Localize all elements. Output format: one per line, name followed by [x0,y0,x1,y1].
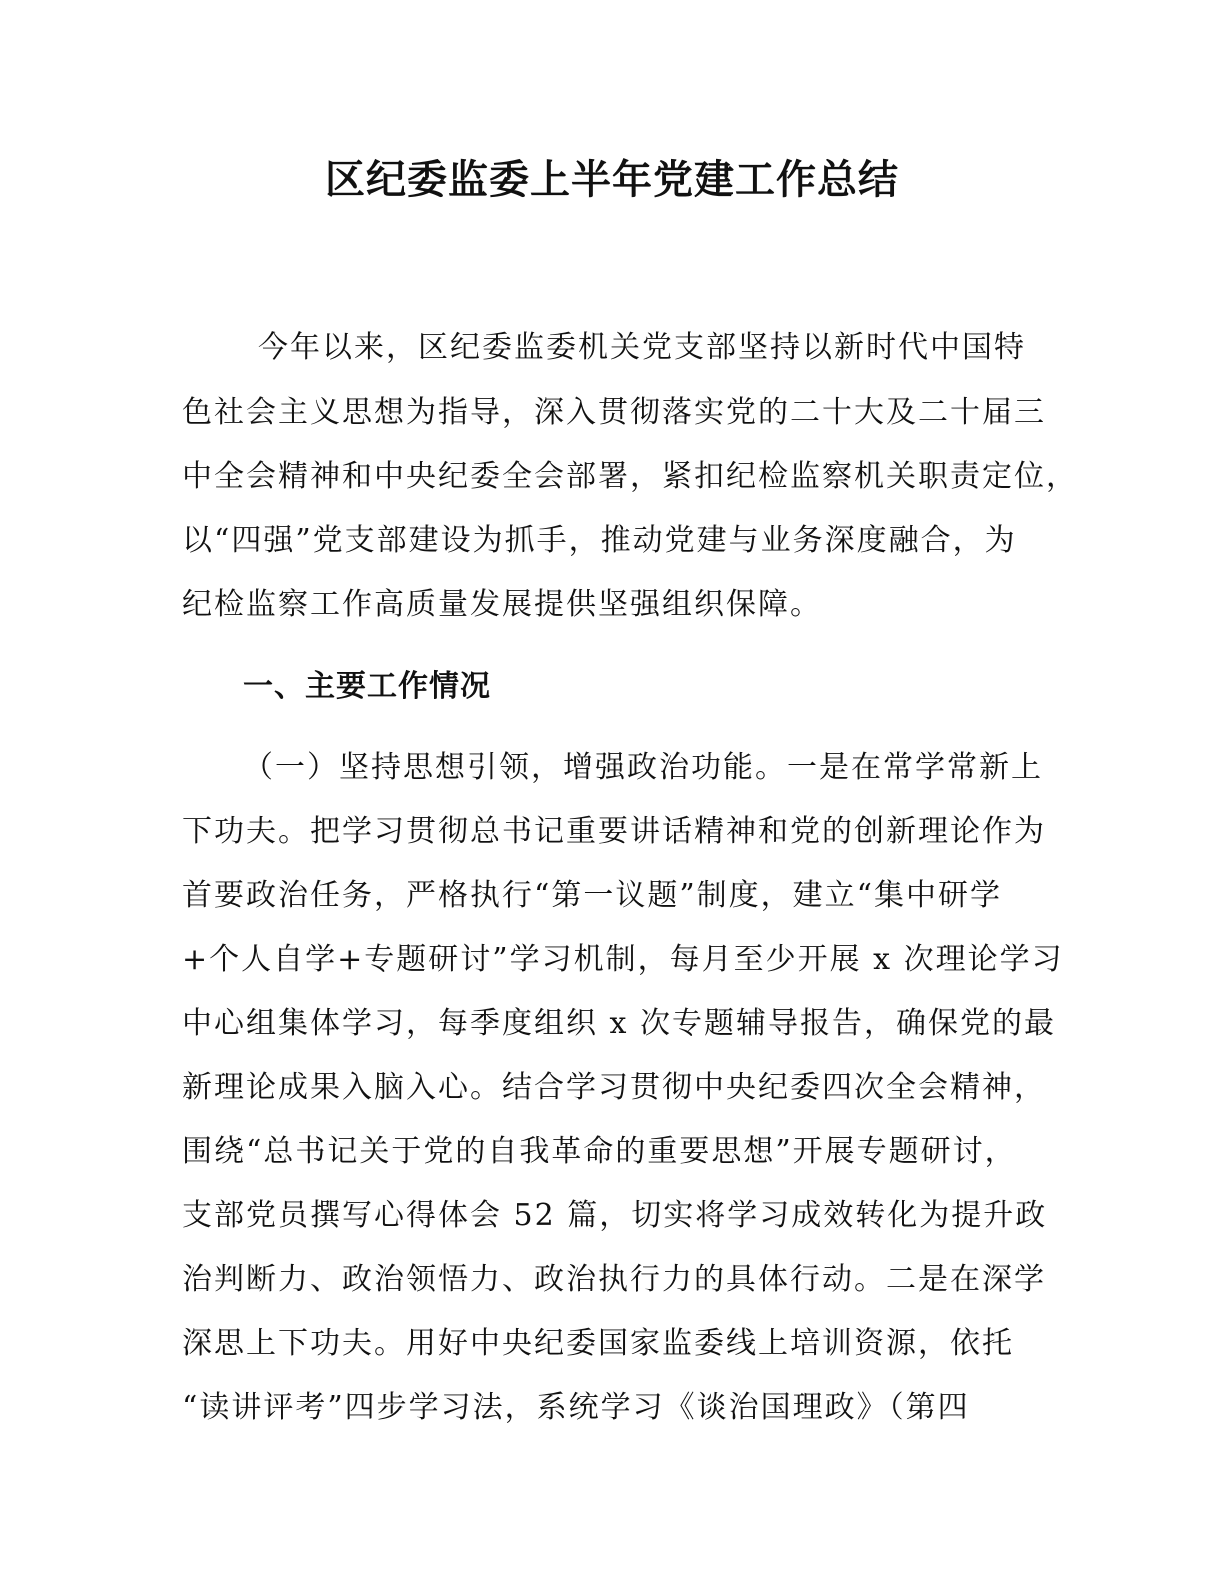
body-line-10: 深思上下功夫。用好中央纪委国家监委线上培训资源，依托 [182,1326,1014,1361]
body-line-3: 首要政治任务，严格执行“第一议题”制度，建立“集中研学 [182,878,1003,913]
body-line-9: 治判断力、政治领悟力、政治执行力的具体行动。二是在深学 [182,1262,1046,1297]
document-title: 区纪委监委上半年党建工作总结 [325,157,899,203]
body-line-11: “读讲评考”四步学习法，系统学习《谈治国理政》（第四 [182,1390,970,1425]
body-line-4: +个人自学+专题研讨”学习机制，每月至少开展 x 次理论学习 [182,942,1064,977]
body-line-7: 围绕“总书记关于党的自我革命的重要思想”开展专题研讨， [182,1134,1017,1169]
intro-line-1: 今年以来，区纪委监委机关党支部坚持以新时代中国特 [258,330,1026,365]
body-line-6: 新理论成果入脑入心。结合学习贯彻中央纪委四次全会精神， [182,1070,1046,1105]
body-line-5: 中心组集体学习，每季度组织 x 次专题辅导报告，确保党的最 [182,1006,1056,1041]
body-line-2: 下功夫。把学习贯彻总书记重要讲话精神和党的创新理论作为 [182,814,1046,849]
intro-line-2: 色社会主义思想为指导，深入贯彻落实党的二十大及二十届三 [182,395,1046,430]
intro-line-3: 中全会精神和中央纪委全会部署，紧扣纪检监察机关职责定位， [182,459,1078,494]
body-line-1: （一）坚持思想引领，增强政治功能。一是在常学常新上 [243,750,1043,785]
section-heading: 一、主要工作情况 [243,669,491,704]
intro-line-5: 纪检监察工作高质量发展提供坚强组织保障。 [182,587,822,622]
body-line-8: 支部党员撰写心得体会 52 篇，切实将学习成效转化为提升政 [182,1198,1048,1233]
intro-line-4: 以“四强”党支部建设为抓手，推动党建与业务深度融合，为 [182,523,1017,558]
